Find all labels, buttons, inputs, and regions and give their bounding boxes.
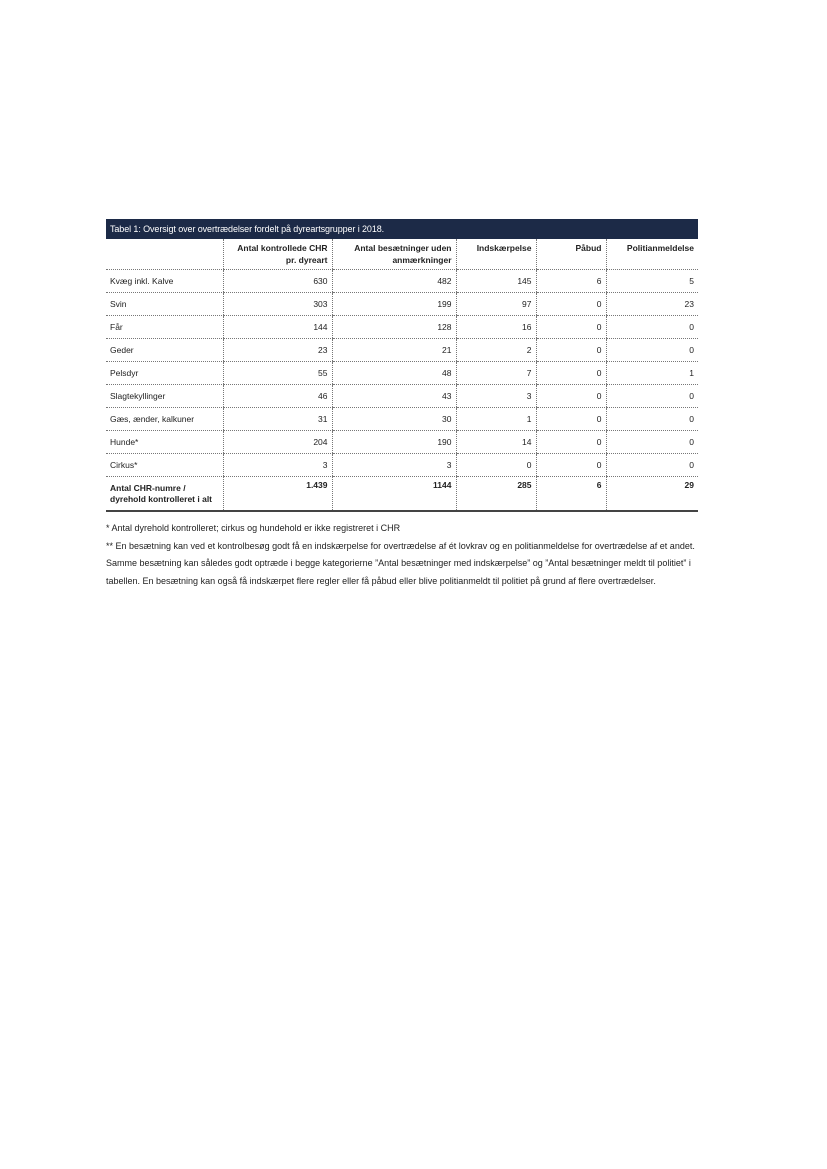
overview-table-block bbox=[106, 219, 698, 512]
cell-controlled: 3 bbox=[223, 454, 332, 477]
table-total-row bbox=[106, 477, 698, 512]
cell-indskaerpelse: 14 bbox=[456, 431, 536, 454]
cell-paabud: 0 bbox=[536, 316, 606, 339]
cell-paabud: 0 bbox=[536, 293, 606, 316]
table-header-row bbox=[106, 239, 698, 270]
row-label: Kvæg inkl. Kalve bbox=[106, 270, 223, 293]
total-controlled: 1.439 bbox=[223, 477, 332, 512]
table-row bbox=[106, 362, 698, 385]
cell-paabud: 0 bbox=[536, 362, 606, 385]
cell-paabud: 0 bbox=[536, 339, 606, 362]
table-row bbox=[106, 408, 698, 431]
cell-politianmeldelse: 0 bbox=[606, 339, 698, 362]
cell-indskaerpelse: 16 bbox=[456, 316, 536, 339]
cell-indskaerpelse: 3 bbox=[456, 385, 536, 408]
cell-no-remarks: 199 bbox=[332, 293, 456, 316]
cell-controlled: 144 bbox=[223, 316, 332, 339]
cell-controlled: 31 bbox=[223, 408, 332, 431]
cell-controlled: 630 bbox=[223, 270, 332, 293]
cell-politianmeldelse: 0 bbox=[606, 316, 698, 339]
cell-indskaerpelse: 7 bbox=[456, 362, 536, 385]
footnote-1: * Antal dyrehold kontrolleret; cirkus og hundehold er ikke registreret i CHR bbox=[106, 523, 401, 533]
cell-indskaerpelse: 1 bbox=[456, 408, 536, 431]
header-no-remarks: Antal besætninger uden anmærkninger bbox=[332, 239, 456, 270]
total-paabud: 6 bbox=[536, 477, 606, 512]
cell-controlled: 204 bbox=[223, 431, 332, 454]
cell-politianmeldelse: 1 bbox=[606, 362, 698, 385]
cell-politianmeldelse: 5 bbox=[606, 270, 698, 293]
total-indskaerpelse: 285 bbox=[456, 477, 536, 512]
cell-politianmeldelse: 0 bbox=[606, 431, 698, 454]
cell-no-remarks: 21 bbox=[332, 339, 456, 362]
row-label: Cirkus* bbox=[106, 454, 223, 477]
table-row bbox=[106, 316, 698, 339]
cell-indskaerpelse: 145 bbox=[456, 270, 536, 293]
total-no-remarks: 1144 bbox=[332, 477, 456, 512]
cell-indskaerpelse: 0 bbox=[456, 454, 536, 477]
table-caption: Tabel 1: Oversigt over overtrædelser fordelt på dyreartsgrupper i 2018. bbox=[106, 219, 698, 239]
total-label: Antal CHR-numre / dyrehold kontrolleret i alt bbox=[106, 477, 223, 512]
cell-no-remarks: 3 bbox=[332, 454, 456, 477]
header-paabud: Påbud bbox=[536, 239, 606, 270]
header-controlled-chr: Antal kontrollede CHR pr. dyreart bbox=[223, 239, 332, 270]
header-politianmeldelse: Politianmeldelse bbox=[606, 239, 698, 270]
cell-controlled: 46 bbox=[223, 385, 332, 408]
footnotes bbox=[106, 520, 716, 590]
table-row bbox=[106, 270, 698, 293]
cell-no-remarks: 30 bbox=[332, 408, 456, 431]
cell-paabud: 6 bbox=[536, 270, 606, 293]
row-label: Geder bbox=[106, 339, 223, 362]
table-row bbox=[106, 339, 698, 362]
violations-table bbox=[106, 239, 698, 512]
cell-no-remarks: 190 bbox=[332, 431, 456, 454]
row-label: Får bbox=[106, 316, 223, 339]
cell-politianmeldelse: 0 bbox=[606, 454, 698, 477]
row-label: Hunde* bbox=[106, 431, 223, 454]
row-label: Pelsdyr bbox=[106, 362, 223, 385]
cell-paabud: 0 bbox=[536, 385, 606, 408]
row-label: Slagtekyllinger bbox=[106, 385, 223, 408]
cell-paabud: 0 bbox=[536, 431, 606, 454]
header-animal-group bbox=[106, 239, 223, 270]
cell-politianmeldelse: 23 bbox=[606, 293, 698, 316]
cell-controlled: 55 bbox=[223, 362, 332, 385]
table-row bbox=[106, 431, 698, 454]
row-label: Svin bbox=[106, 293, 223, 316]
cell-paabud: 0 bbox=[536, 454, 606, 477]
cell-no-remarks: 128 bbox=[332, 316, 456, 339]
table-row bbox=[106, 454, 698, 477]
cell-paabud: 0 bbox=[536, 408, 606, 431]
cell-politianmeldelse: 0 bbox=[606, 385, 698, 408]
table-row bbox=[106, 385, 698, 408]
cell-no-remarks: 43 bbox=[332, 385, 456, 408]
cell-indskaerpelse: 97 bbox=[456, 293, 536, 316]
cell-controlled: 303 bbox=[223, 293, 332, 316]
table-row bbox=[106, 293, 698, 316]
total-politianmeldelse: 29 bbox=[606, 477, 698, 512]
cell-no-remarks: 482 bbox=[332, 270, 456, 293]
row-label: Gæs, ænder, kalkuner bbox=[106, 408, 223, 431]
footnote-2: ** En besætning kan ved et kontrolbesøg godt få en indskærpelse for overtrædelse af ét lovkrav og en politianmeldelse for overtrædelse af et andet. Samme besætning kan således godt optræde i begge kategorierne ”Antal besætninger med indskærpelse” og ”Antal besætninger meldt til politiet” i tabellen. En besætning kan også få indskærpet flere regler eller få påbud eller blive politianmeldt til politiet på grund af flere overtrædelser. bbox=[106, 540, 695, 586]
cell-no-remarks: 48 bbox=[332, 362, 456, 385]
cell-indskaerpelse: 2 bbox=[456, 339, 536, 362]
cell-controlled: 23 bbox=[223, 339, 332, 362]
cell-politianmeldelse: 0 bbox=[606, 408, 698, 431]
header-indskaerpelse: Indskærpelse bbox=[456, 239, 536, 270]
